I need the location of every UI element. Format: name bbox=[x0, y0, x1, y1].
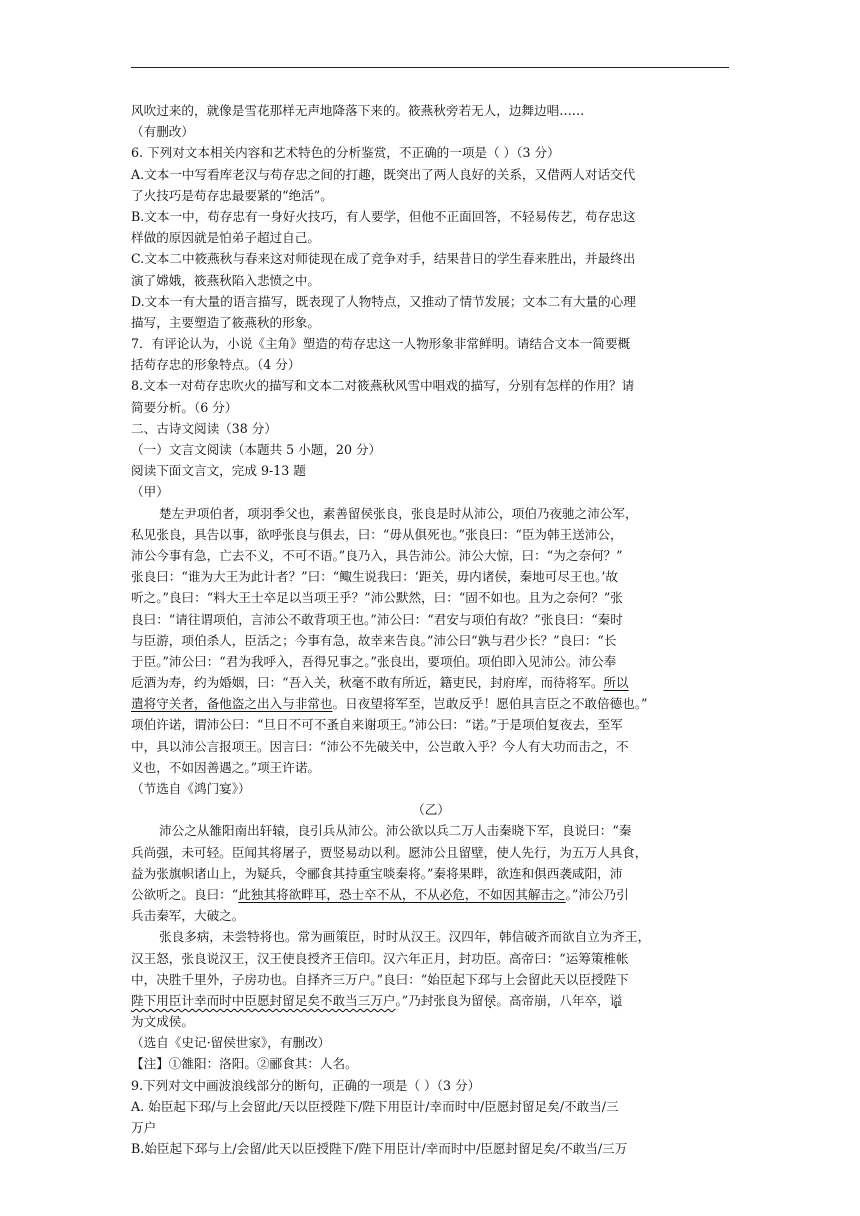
passage-line: 沛公今事有急，亡去不义，不可不语。”良乃入，具告沛公。沛公大惊，曰：“为之奈何？” bbox=[131, 547, 623, 563]
option-b-cont: 样做的原因就是怕弟子超过自己。 bbox=[131, 230, 320, 246]
passage-line: 良曰：“请往谓项伯，言沛公不敢背项王也。”沛公曰：“君安与项伯有故？”张良曰：“秦时 bbox=[131, 611, 623, 627]
passage-text: 。高帝崩，八年卒， bbox=[496, 992, 610, 1008]
annotation-note: 【注】①雒阳：洛阳。②郦食其：人名。 bbox=[131, 1056, 358, 1072]
passage-text: 。”乃封张良为留 bbox=[395, 992, 484, 1008]
option-a-cont: 万户 bbox=[131, 1120, 157, 1135]
option-c-cont: 演了嫦娥，筱燕秋陷入悲愤之中。 bbox=[131, 272, 320, 288]
source-note: （节选自《鸿门宴》） bbox=[131, 781, 251, 796]
subsection-heading: （一）文言文阅读（本题共 5 小题，20 分） bbox=[131, 442, 382, 457]
passage-line: 楚左尹项伯者，项羽季父也，素善留侯张良，张良是时从沛公，项伯乃夜驰之沛公军， bbox=[159, 505, 638, 521]
header-rule bbox=[131, 67, 729, 68]
option-b: B.文本一中，苟存忠有一身好火技巧，有人要学，但他不正面回答，不轻易传艺，苟存忠这 bbox=[131, 208, 636, 224]
passage-line: 义也，不如因善遇之。”项王许诺。 bbox=[131, 759, 321, 775]
document-body bbox=[131, 100, 731, 1159]
passage-text: 公欲听之。良曰：“ bbox=[131, 886, 239, 902]
passage-line bbox=[131, 672, 731, 693]
question-7: 7．有评论认为，小说《主角》塑造的苟存忠这一人物形象非常鲜明。请结合文本一简要概 bbox=[131, 336, 631, 352]
question-7-cont: 括苟存忠的形象特点。（4 分） bbox=[131, 357, 301, 373]
option-c: C.文本二中筱燕秋与春来这对师徒现在成了竞争对手，结果昔日的学生春来胜出，并最终出 bbox=[131, 251, 636, 267]
question-9: 9.下列对文中画波浪线部分的断句，正确的一项是（ ）（3 分） bbox=[131, 1077, 481, 1093]
underlined-sentence: 遣将守关者，备他盗之出入与非常也 bbox=[131, 696, 333, 712]
underlined-phrase: 所以 bbox=[603, 675, 629, 691]
passage-line: 听之。”良曰：“料大王士卒足以当项王乎？”沛公默然，曰：“固不如也。且为之奈何？”张 bbox=[131, 590, 623, 606]
question-6: 6. 下列对文本相关内容和艺术特色的分析鉴赏，不正确的一项是（ ）（3 分） bbox=[131, 145, 560, 161]
passage-line bbox=[131, 990, 731, 1011]
passage-line: 中，决胜千里外，子房功也。自择齐三万户。”良曰：“始臣起下邳与上会留此天以臣授陛下 bbox=[131, 971, 629, 987]
option-a-cont: 了火技巧是苟存忠最要紧的“绝活”。 bbox=[131, 187, 333, 203]
passage-text: 。”沛公乃引 bbox=[565, 886, 629, 902]
passage-line bbox=[131, 884, 731, 905]
label-jia: （甲） bbox=[131, 484, 169, 500]
section-heading: 二、古诗文阅读（38 分） bbox=[131, 420, 277, 436]
passage-line: 汉王怒，张良说汉王，汉王使良授齐王信印。汉六年正月，封功臣。高帝曰：“运筹策椎帐 bbox=[131, 950, 629, 966]
option-a: A. 始臣起下邳/与上会留此/天以臣授陛下/陛下用臣计/幸而时中/臣愿封留足矣/不敢当/三 bbox=[131, 1098, 619, 1114]
passage-line: 益为张旗帜诸山上，为疑兵，令郦食其持重宝啖秦将。”秦将果畔，欲连和俱西袭咸阳，沛 bbox=[131, 865, 623, 881]
source-note: （有删改） bbox=[131, 124, 194, 140]
passage-line: 为文成侯。 bbox=[131, 1014, 194, 1030]
text-line: 风吹过来的，就像是雪花那样无声地降落下来的。筱燕秋旁若无人，边舞边唱…… bbox=[131, 103, 585, 118]
passage-line: 与臣游，项伯杀人，臣活之；今事有急，故幸来告良。”沛公曰“孰与君少长？”良曰：“长 bbox=[131, 632, 617, 648]
wavy-underlined-sentence: 陛下用臣计幸而时中臣愿封留足矣不敢当三万户 bbox=[131, 992, 396, 1008]
label-yi: （乙） bbox=[412, 802, 450, 818]
passage-line: 于臣。”沛公曰：“君为我呼入，吾得兄事之。”张良出，要项伯。项伯即入见沛公。沛公奉 bbox=[131, 653, 617, 669]
passage-line: 兵击秦军，大破之。 bbox=[131, 908, 245, 924]
passage-line bbox=[131, 693, 731, 714]
underlined-sentence: 此独其将欲畔耳，恐士卒不从，不从必危，不如因其解击之 bbox=[238, 886, 566, 902]
option-a: A.文本一中写看库老汉与苟存忠之间的打趣，既突出了两人良好的关系，又借两人对话交代 bbox=[131, 166, 636, 182]
passage-line: 私见张良，具告以事，欲呼张良与俱去，曰：“毋从俱死也。”张良曰：“臣为韩王送沛公， bbox=[131, 526, 623, 542]
question-8: 8.文本一对苟存忠吹火的描写和文本二对筱燕秋风雪中唱戏的描写，分别有怎样的作用？请 bbox=[131, 378, 635, 394]
option-d: D.文本一有大量的语言描写，既表现了人物特点，又推动了情节发展；文本二有大量的心理 bbox=[131, 293, 636, 309]
passage-text: 卮酒为寿，约为婚姻，曰：“吾入关，秋毫不敢有所近，籍吏民，封府库，而待将军。 bbox=[131, 675, 604, 691]
question-8-cont: 简要分析。（6 分） bbox=[131, 399, 238, 415]
passage-line: 沛公之从雒阳南出轩辕，良引兵从沛公。沛公欲以兵二万人击秦晓下军，良说曰：“秦 bbox=[159, 823, 632, 839]
dotted-character: 侯 bbox=[483, 992, 497, 1008]
passage-line: 张良多病，未尝特将也。常为画策臣，时时从汉王。汉四年，韩信破齐而欲自立为齐王， bbox=[159, 929, 651, 945]
passage-line: 中，具以沛公言报项王。因言曰：“沛公不先破关中，公岂敢入乎？今人有大功而击之，不 bbox=[131, 738, 629, 754]
option-b: B.始臣起下邳与上/会留/此天以臣授陛下/陛下用臣计/幸而时中/臣愿封留足矣/不敢当/三万 bbox=[131, 1141, 628, 1157]
passage-line: 张良曰：“谁为大王为此计者？”曰：“鲰生说我曰：‘距关，毋内诸侯，秦地可尽王也。’故 bbox=[131, 569, 618, 585]
option-d-cont: 描写，主要塑造了筱燕秋的形象。 bbox=[131, 314, 320, 330]
passage-text: 。日夜望将军至，岂敢反乎！愿伯具言臣之不敢倍德也。” bbox=[332, 696, 648, 712]
instruction: 阅读下面文言文，完成 9-13 题 bbox=[131, 463, 306, 479]
passage-line: 兵尚强，未可轻。臣闻其将屠子，贾竖易动以利。愿沛公且留壁，使人先行，为五万人具食， bbox=[131, 844, 648, 860]
source-note: （选自《史记·留侯世家》，有删改） bbox=[131, 1035, 331, 1051]
dotted-character: 谥 bbox=[609, 992, 623, 1008]
passage-line: 项伯许诺，谓沛公曰：“旦日不可不蚤自来谢项王。”沛公曰：“诺。”于是项伯复夜去，至军 bbox=[131, 717, 623, 733]
